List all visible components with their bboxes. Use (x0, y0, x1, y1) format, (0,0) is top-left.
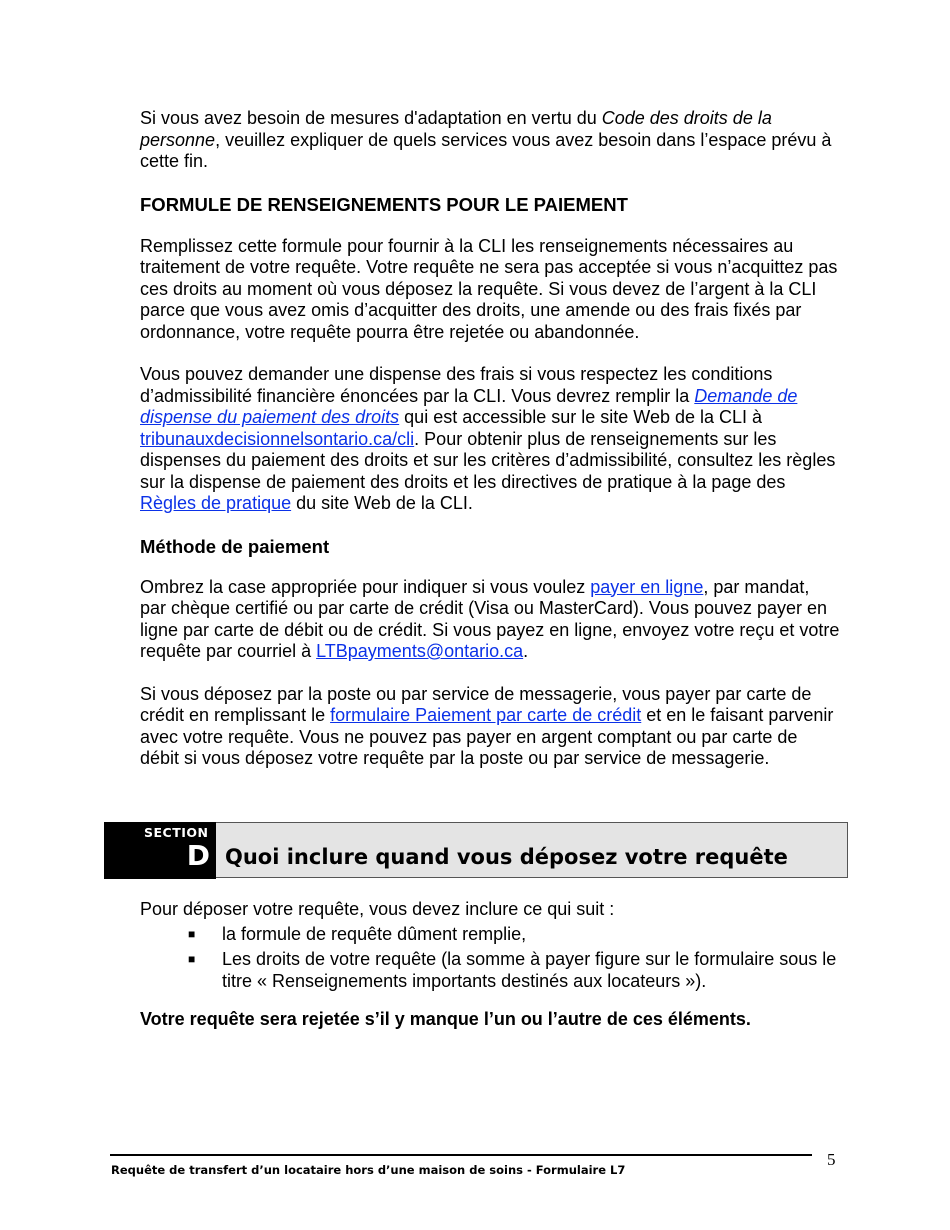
section-d-intro: Pour déposer votre requête, vous devez inclure ce qui suit : (140, 899, 615, 919)
payment-form-paragraph: Remplissez cette formule pour fournir à la CLI les renseignements nécessaires au traitement de votre requête. Votre requête ne sera pas acceptée si vous n’acquittez pas ces droits au moment où vous déposez la requête. Si vous devez de l’argent à la CLI parce que vous avez omis d’acquitter des droits, une amende ou des frais fixés par ordonnance, votre requête pourra être rejetée ou abandonnée. (140, 235, 838, 342)
section-d-header (104, 822, 848, 878)
payments-email-link[interactable]: LTBpayments@ontario.ca (316, 641, 524, 661)
list-item: ■ Les droits de votre requête (la somme à payer figure sur le formulaire sous le titre « Renseignements importants destinés aux locateurs »). (188, 949, 837, 991)
ltb-website-link[interactable]: tribunauxdecisionnelsontario.ca/cli (140, 428, 415, 449)
footer-form-title: Requête de transfert d’un locataire hors d’une maison de soins - Formulaire L7 (111, 1163, 626, 1177)
list-item: ■ la formule de requête dûment remplie, (188, 923, 527, 944)
rules-of-practice-link[interactable]: Règles de pratique (140, 493, 292, 513)
rejection-warning: Votre requête sera rejetée s’il y manque l’un ou l’autre de ces éléments. (140, 1009, 751, 1029)
mail-payment-paragraph: Si vous déposez par la poste ou par service de messagerie, vous payer par carte de crédit en remplissant le formulaire Paiement par carte de crédit et en le faisant parvenir avec votre requête. Vous ne pouvez pas payer en argent comptant ou par carte de débit si vous déposez votre requête par la poste ou par service de messagerie. (140, 683, 834, 768)
pay-online-link[interactable]: payer en ligne (590, 576, 704, 597)
section-d-content (140, 899, 840, 1030)
section-title: Quoi inclure quand vous déposez votre requête (225, 845, 788, 869)
fee-waiver-request-link[interactable]: Demande de dispense du paiement des droits (140, 385, 798, 427)
requirements-list (140, 924, 840, 993)
payment-method-paragraph: Ombrez la case appropriée pour indiquer si vous voulez payer en ligne, par mandat, par chèque certifié ou par carte de crédit (Visa ou MasterCard). Vous pouvez payer en ligne par carte de débit ou de crédit. Si vous payez en ligne, envoyez votre reçu et votre requête par courriel à LTBpayments@ontario.ca. (140, 576, 840, 661)
page-number: 5 (827, 1150, 836, 1169)
footer-divider (110, 1154, 812, 1156)
section-tab (104, 822, 216, 879)
credit-card-form-link[interactable]: formulaire Paiement par carte de crédit (330, 705, 642, 725)
main-content (140, 108, 840, 770)
bullet-icon: ■ (188, 952, 196, 966)
payment-method-heading: Méthode de paiement (140, 535, 330, 557)
section-letter: D (186, 839, 210, 872)
accommodation-paragraph: Si vous avez besoin de mesures d'adaptation en vertu du Code des droits de la personne, veuillez expliquer de quels services vous avez besoin dans l’espace prévu à cette fin. (140, 108, 832, 171)
fee-waiver-paragraph: Vous pouvez demander une dispense des frais si vous respectez les conditions d’admissibilité financière énoncées par la CLI. Vous devrez remplir la Demande de dispense du paiement des droits qui est accessible sur le site Web de la CLI à tribunauxdecisionnelsontario.ca/cli. Pour obtenir plus de renseignements sur les dispenses du paiement des droits et sur les critères d’admissibilité, consultez les règles sur la dispense de paiement des droits et les directives de pratique à la page des Règles de pratique du site Web de la CLI. (140, 364, 836, 513)
bullet-icon: ■ (188, 926, 196, 941)
human-rights-code-title: Code des droits de la personne (140, 108, 772, 150)
payment-form-heading: FORMULE DE RENSEIGNEMENTS POUR LE PAIEMENT (140, 193, 628, 215)
section-label: SECTION (144, 825, 209, 840)
